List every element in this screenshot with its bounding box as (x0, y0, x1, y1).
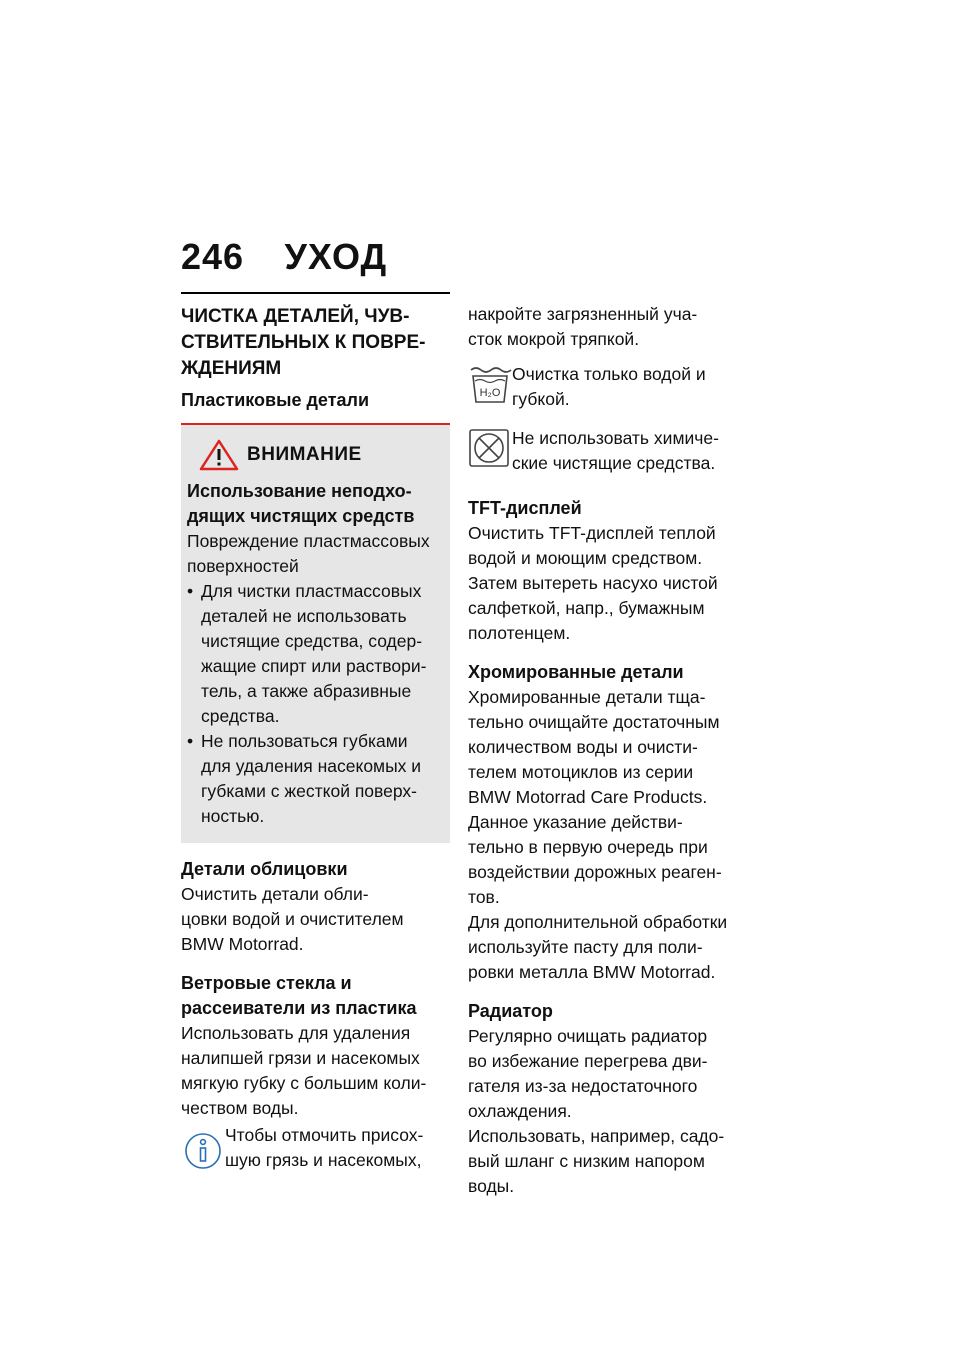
no-chemicals-text: Не использовать химиче- ские чистящие средства. (512, 428, 719, 473)
water-icon-label: H₂O (479, 387, 501, 399)
info-text: Чтобы отмочить присох- шую грязь и насекомых, (225, 1125, 424, 1170)
tft-heading: TFT-дисплей (468, 498, 582, 518)
windscreen-heading: Ветровые стекла и рассеиватели из пластика (181, 973, 417, 1018)
bullet-mark: • (187, 581, 194, 601)
radiator-heading: Радиатор (468, 1001, 553, 1021)
warning-heading: Использование неподхо- дящих чистящих средств (187, 481, 415, 526)
warning-label: ВНИМАНИЕ (247, 444, 362, 465)
no-chemicals-icon (468, 426, 512, 470)
info-note (181, 1123, 450, 1173)
warning-header (187, 439, 442, 471)
fairing-text: Очистить детали обли- цовки водой и очистителем BMW Motorrad. (181, 884, 404, 954)
no-chemicals-note (468, 426, 748, 476)
header-divider (181, 292, 450, 294)
plastic-parts-heading: Пластиковые детали (181, 390, 370, 410)
page-number: 246 (181, 236, 245, 277)
water-only-text: Очистка только водой и губкой. (512, 364, 706, 409)
right-column (468, 302, 748, 1199)
page-header (181, 236, 481, 278)
tft-text: Очистить TFT-дисплей теплой водой и моющим средством. Затем вытереть насухо чистой салфеткой, напр., бумажным полотенцем. (468, 523, 718, 643)
warning-bullet: • Для чистки пластмассовых деталей не использовать чистящие средства, содер- жащие спирт или раствори- тель, а также абразивные средства. (187, 579, 442, 729)
info-icon (181, 1127, 225, 1171)
info-continuation: накройте загрязненный уча- сток мокрой тряпкой. (468, 304, 698, 349)
water-only-note (468, 362, 748, 412)
warning-text: Повреждение пластмассовых поверхностей (187, 531, 430, 576)
section-title: УХОД (284, 236, 388, 277)
left-column (181, 302, 450, 1173)
warning-bullet: • Не пользоваться губками для удаления насекомых и губками с жесткой поверх- ностью. (187, 729, 442, 829)
chapter-title: ЧИСТКА ДЕТАЛЕЙ, ЧУВ- СТВИТЕЛЬНЫХ К ПОВРЕ- ЖДЕНИЯМ (181, 306, 426, 379)
radiator-text: Регулярно очищать радиатор во избежание перегрева дви- гателя из-за недостаточного охлаждения. Использовать, например, садо- вый шланг с низким напором воды. (468, 1026, 725, 1196)
warning-box (181, 425, 450, 843)
bullet-mark: • (187, 731, 194, 751)
warning-triangle-icon (199, 439, 239, 471)
water-only-icon (468, 362, 512, 406)
chrome-text: Хромированные детали тща- тельно очищайте достаточным количеством воды и очисти- телем мотоциклов из серии BMW Motorrad Care Products. Данное указание действи- тельно в первую очередь при воздействии дорожных реаген- тов. Для дополнительной обработки используйте пасту для поли- ровки металла BMW Motorrad. (468, 687, 728, 982)
fairing-heading: Детали облицовки (181, 859, 348, 879)
chrome-heading: Хромированные детали (468, 662, 684, 682)
windscreen-text: Использовать для удаления налипшей грязи и насекомых мягкую губку с большим коли- чеством воды. (181, 1023, 427, 1118)
